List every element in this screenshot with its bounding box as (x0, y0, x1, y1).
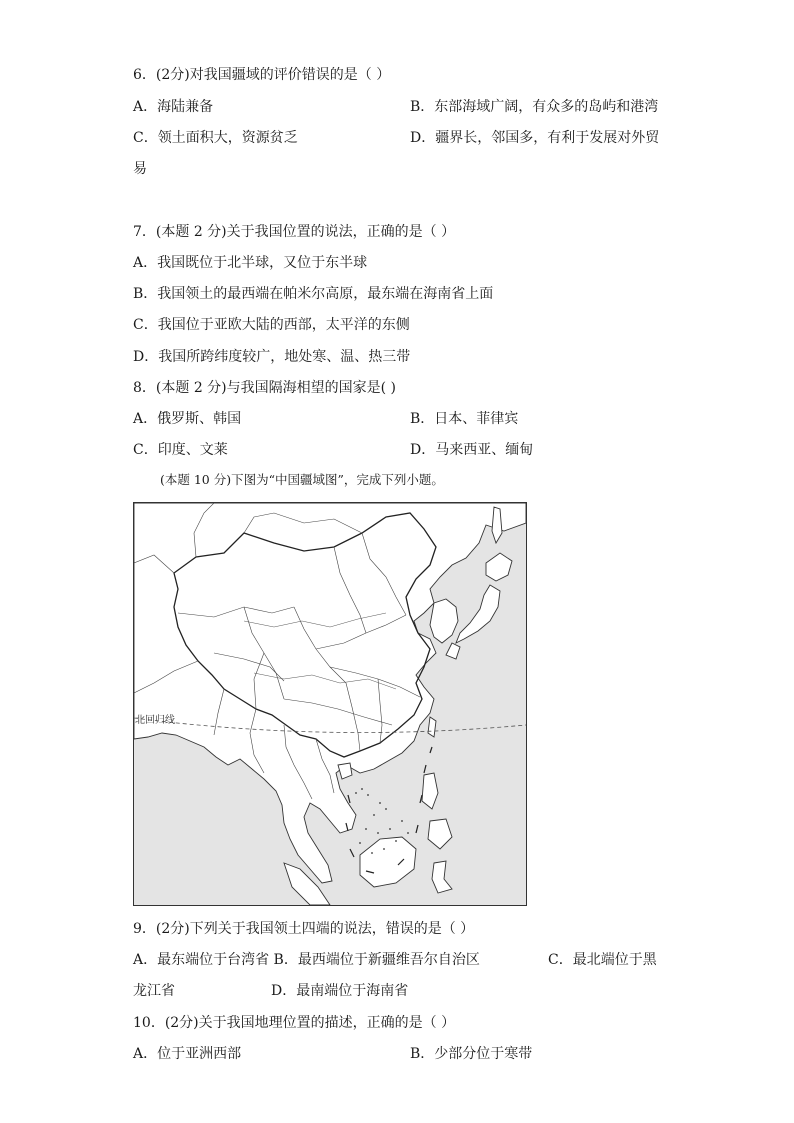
q9-option-ab: A．最东端位于台湾省 B．最西端位于新疆维吾尔自治区 (133, 952, 480, 968)
q8-option-d: D．马来西亚、缅甸 (410, 442, 534, 458)
q8-option-c: C．印度、文莱 (133, 442, 228, 458)
map-caption: (本题 10 分)下图为“中国疆域图”，完成下列小题。 (160, 472, 444, 487)
china-territory-map (133, 502, 527, 906)
q9-option-c-continued: 龙江省 (133, 983, 175, 999)
q9-stem: 9．(2分)下列关于我国领土四端的说法，错误的是（ ） (133, 921, 475, 937)
q6-option-c: C．领土面积大，资源贫乏 (133, 130, 298, 146)
q9-option-c: C．最北端位于黑 (548, 952, 657, 968)
q10-stem: 10．(2分)关于我国地理位置的描述，正确的是（ ） (133, 1015, 456, 1031)
q6-option-b: B．东部海域广阔，有众多的岛屿和港湾 (410, 99, 659, 115)
q7-option-c: C．我国位于亚欧大陆的西部，太平洋的东侧 (133, 317, 410, 333)
q9-option-d: D．最南端位于海南省 (271, 983, 409, 999)
q6-option-d: D．疆界长，邻国多，有利于发展对外贸 (410, 130, 660, 146)
q10-option-a: A．位于亚洲西部 (133, 1046, 242, 1062)
q7-option-b: B．我国领土的最西端在帕米尔高原，最东端在海南省上面 (133, 286, 494, 302)
q8-option-a: A．俄罗斯、韩国 (133, 411, 242, 427)
q6-stem: 6．(2分)对我国疆域的评价错误的是（ ） (133, 67, 391, 83)
q7-stem: 7．(本题 2 分)关于我国位置的说法，正确的是（ ） (133, 224, 456, 240)
tropic-of-cancer-label: 北回归线 (135, 715, 175, 726)
map-svg (134, 503, 526, 905)
q6-option-d-continued: 易 (133, 161, 147, 177)
q7-option-a: A．我国既位于北半球，又位于东半球 (133, 255, 368, 271)
q6-option-a: A．海陆兼备 (133, 99, 214, 115)
q8-stem: 8．(本题 2 分)与我国隔海相望的国家是( ) (133, 380, 397, 396)
q8-option-b: B．日本、菲律宾 (410, 411, 519, 427)
q10-option-b: B．少部分位于寒带 (410, 1046, 533, 1062)
q7-option-d: D．我国所跨纬度较广，地处寒、温、热三带 (133, 349, 411, 365)
map-taiwan (428, 717, 436, 737)
